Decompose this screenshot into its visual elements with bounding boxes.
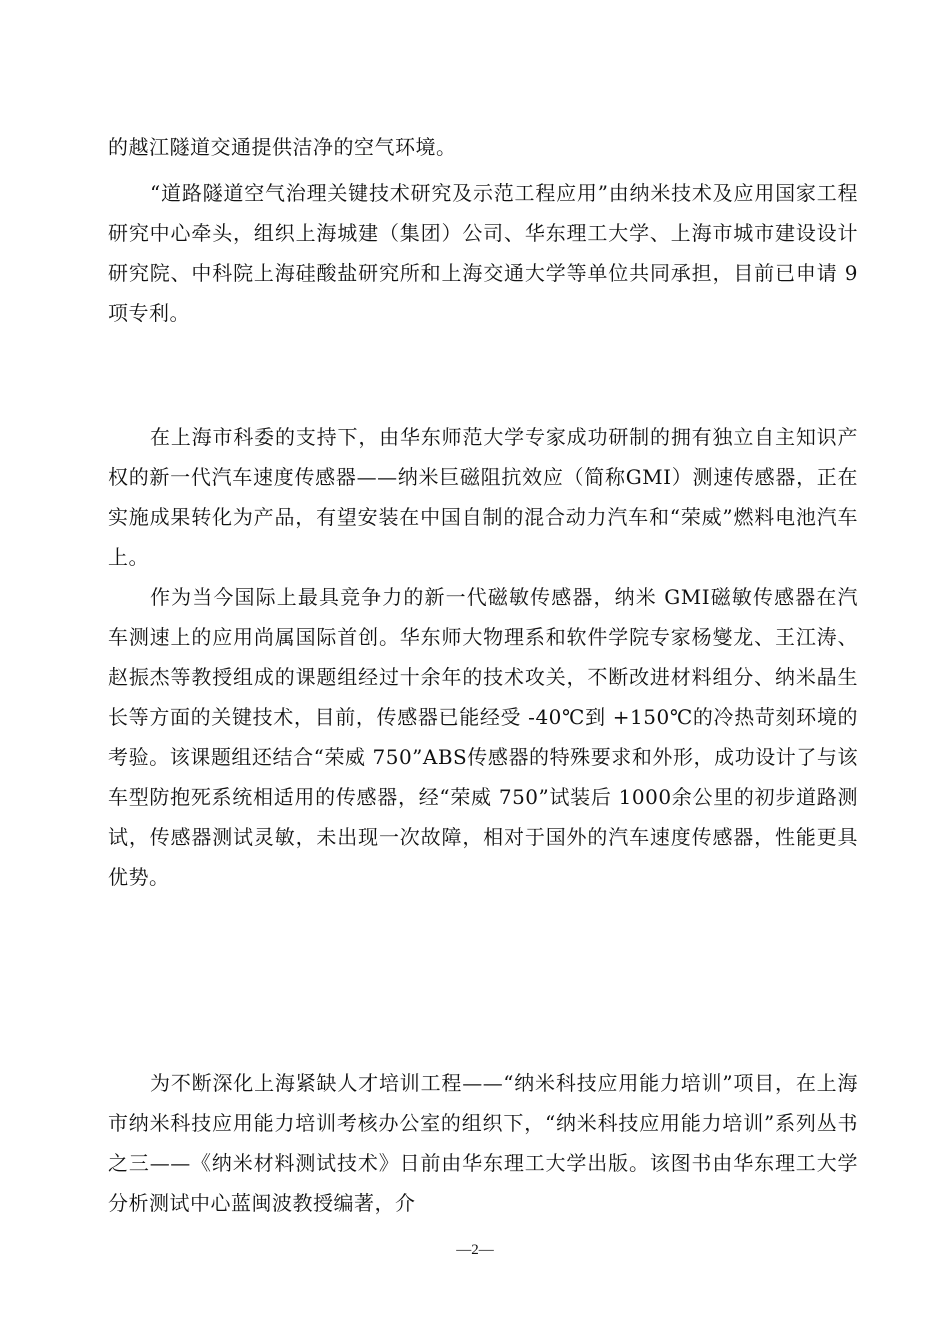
paragraph-3: 在上海市科委的支持下，由华东师范大学专家成功研制的拥有独立自主知识产权的新一代汽车速度传感器——纳米巨磁阻抗效应（简称GMI）测速传感器，正在实施成果转化为产品，有望安装在中国自制的混合动力汽车和“荣威”燃料电池汽车上。 xyxy=(108,425,858,569)
page-number: —2— xyxy=(456,1242,494,1258)
paragraph-2: “道路隧道空气治理关键技术研究及示范工程应用”由纳米技术及应用国家工程研究中心牵头，组织上海城建（集团）公司、华东理工大学、上海市城市建设设计研究院、中科院上海硅酸盐研究所和上海交通大学等单位共同承担，目前已申请 9项专利。 xyxy=(108,181,858,325)
paragraph-4: 作为当今国际上最具竞争力的新一代磁敏传感器，纳米 GMI磁敏传感器在汽车测速上的应用尚属国际首创。华东师大物理系和软件学院专家杨燮龙、王江涛、赵振杰等教授组成的课题组经过十余年的技术攻关，不断改进材料组分、纳米晶生长等方面的关键技术，目前，传感器已能经受 -40℃到 +150℃的冷热苛刻环境的考验。该课题组还结合“荣威 750”ABS传感器的特殊要求和外形，成功设计了与该车型防抱死系统相适用的传感器，经“荣威 750”试装后 1000余公里的初步道路测试，传感器测试灵敏，未出现一次故障，相对于国外的汽车速度传感器，性能更具优势。 xyxy=(108,585,858,889)
paragraph-1: 的越江隧道交通提供洁净的空气环境。 xyxy=(108,135,457,159)
paragraph-5: 为不断深化上海紧缺人才培训工程——“纳米科技应用能力培训”项目，在上海市纳米科技应用能力培训考核办公室的组织下，“纳米科技应用能力培训”系列丛书之三——《纳米材料测试技术》日前由华东理工大学出版。该图书由华东理工大学分析测试中心蓝闽波教授编著，介 xyxy=(108,1071,858,1215)
